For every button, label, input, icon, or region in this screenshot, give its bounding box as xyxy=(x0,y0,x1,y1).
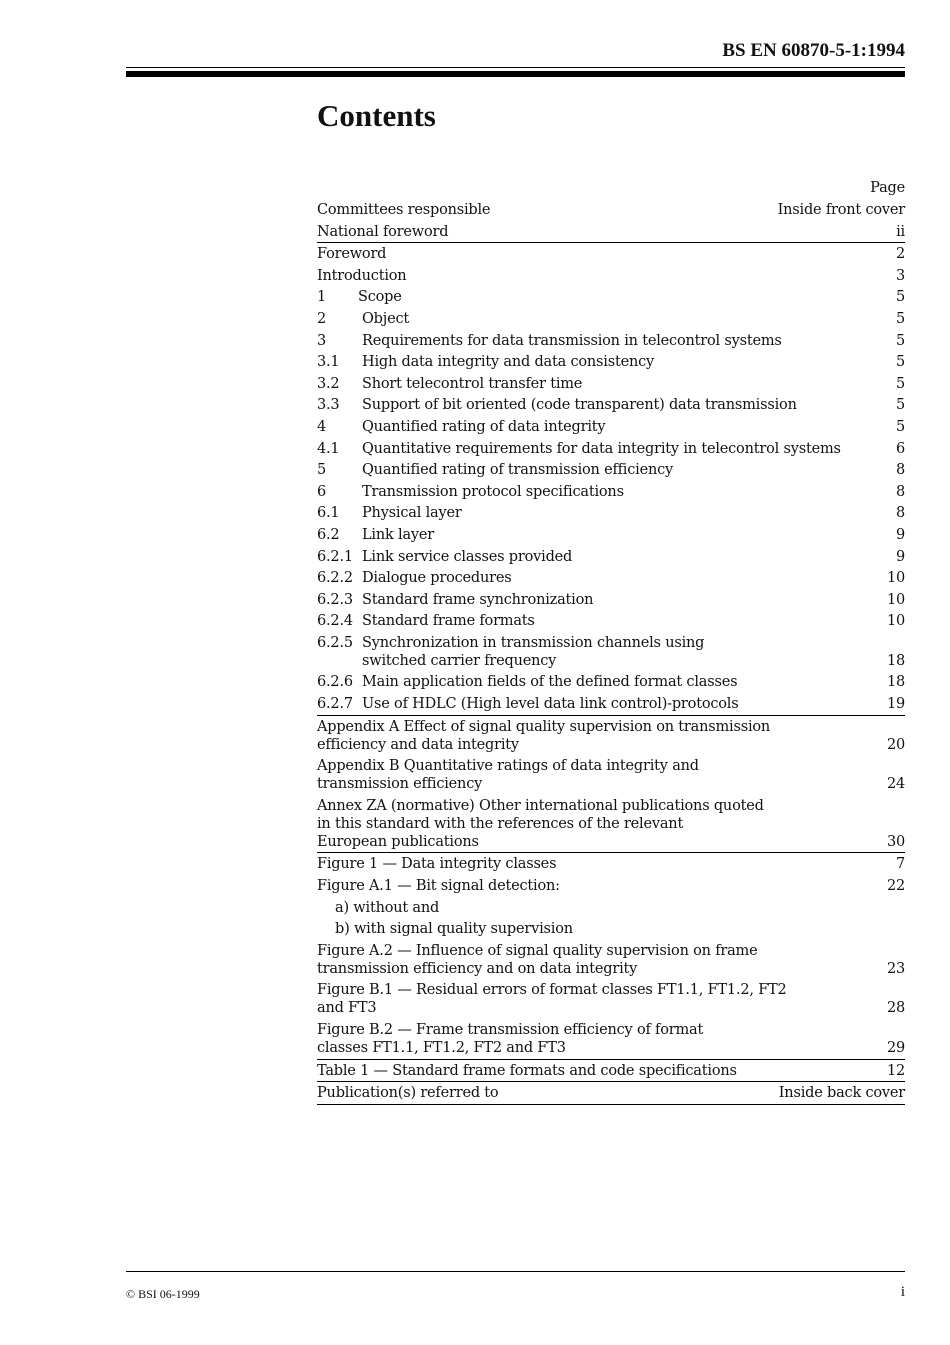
page-column-heading: Page xyxy=(870,180,905,196)
toc-entry-title: Publication(s) referred to xyxy=(317,1085,499,1102)
toc-entry-title: Support of bit oriented (code transparent) data transmission xyxy=(362,397,797,414)
page-title: Contents xyxy=(317,98,436,133)
toc-entry-title: Requirements for data transmission in telecontrol systems xyxy=(362,332,782,349)
toc-entry-page: 22 xyxy=(886,878,905,895)
toc-entry-table-1[interactable] xyxy=(317,1060,905,1083)
toc-entry-section-6-2-4[interactable] xyxy=(317,610,905,632)
toc-entry-title: Main application fields of the defined format classes xyxy=(362,674,738,691)
toc-entry-page: 24 xyxy=(886,776,905,793)
toc-entry-number: 3.3 xyxy=(317,397,340,414)
toc-entry-number: 1 xyxy=(317,289,327,306)
toc-entry-title: Foreword xyxy=(317,246,387,263)
toc-entry-page: 20 xyxy=(886,736,905,753)
toc-entry-number: 6.2.6 xyxy=(317,674,353,691)
toc-entry-number: 2 xyxy=(317,310,327,327)
toc-entry-section-3-3[interactable] xyxy=(317,394,905,416)
toc-entry-number: 6.2.7 xyxy=(317,696,353,713)
toc-entry-page: 18 xyxy=(886,652,905,669)
toc-entry-page: 10 xyxy=(886,613,905,630)
toc-entry-title: Committees responsible xyxy=(317,202,491,218)
toc-entry-section-6-2-1[interactable] xyxy=(317,546,905,568)
toc-entry-number: 4 xyxy=(317,418,327,435)
toc-entry-title: Figure B.1 — Residual errors of format classes FT1.1, FT1.2, FT2 and FT3 xyxy=(317,982,787,1017)
toc-entry-page: 5 xyxy=(895,310,905,327)
toc-entry-title: Object xyxy=(362,310,409,327)
toc-entry-page: 6 xyxy=(895,440,905,457)
toc-entry-title: Scope xyxy=(358,289,402,306)
header-rule-thin xyxy=(126,67,905,68)
toc-entry-title: Standard frame synchronization xyxy=(362,591,594,608)
toc-entry-figure-b2[interactable] xyxy=(317,1019,905,1060)
toc-entry-figure-a1-part-b xyxy=(317,918,905,940)
toc-entry-section-6[interactable] xyxy=(317,481,905,503)
toc-entry-figure-a1[interactable] xyxy=(317,875,905,897)
toc-entry-page: 30 xyxy=(886,833,905,850)
toc-entry-page: 10 xyxy=(886,591,905,608)
toc-entry-section-6-2-3[interactable] xyxy=(317,589,905,611)
toc-entry-figure-a2[interactable] xyxy=(317,940,905,980)
toc-entry-title: Introduction xyxy=(317,267,407,284)
toc-entry-section-6-2-6[interactable] xyxy=(317,671,905,693)
toc-entry-title: Link layer xyxy=(362,526,434,543)
toc-entry-page: 9 xyxy=(895,526,905,543)
toc-entry-number: 6.2.1 xyxy=(317,548,353,565)
toc-entry-title: Annex ZA (normative) Other international publications quoted in this standard with the references of the relevant European publications xyxy=(317,797,764,850)
table-of-contents xyxy=(317,178,905,1105)
toc-entry-title: Table 1 — Standard frame formats and code specifications xyxy=(317,1062,737,1079)
toc-entry-figure-a1-part-a xyxy=(317,897,905,919)
toc-entry-title: Dialogue procedures xyxy=(362,570,512,587)
toc-entry-section-4[interactable] xyxy=(317,416,905,438)
toc-entry-page: 8 xyxy=(895,462,905,479)
toc-entry-title: Short telecontrol transfer time xyxy=(362,375,583,392)
toc-entry-number: 6.2.5 xyxy=(317,634,353,651)
toc-entry-title: Figure A.2 — Influence of signal quality supervision on frame transmission efficiency and on data integrity xyxy=(317,942,758,977)
toc-entry-title: Figure A.1 — Bit signal detection: xyxy=(317,878,560,895)
toc-entry-number: 3 xyxy=(317,332,327,349)
toc-entry-title: Appendix A Effect of signal quality supervision on transmission efficiency and data integrity xyxy=(317,718,771,753)
toc-entry-section-6-2-7[interactable] xyxy=(317,693,905,716)
toc-entry-page: 5 xyxy=(895,375,905,392)
toc-entry-foreword[interactable] xyxy=(317,243,905,265)
toc-entry-page: 5 xyxy=(895,418,905,435)
toc-entry-section-6-2[interactable] xyxy=(317,524,905,546)
toc-entry-annex-za[interactable] xyxy=(317,795,905,854)
toc-entry-section-3-2[interactable] xyxy=(317,373,905,395)
toc-entry-section-3-1[interactable] xyxy=(317,351,905,373)
toc-entry-number: 6.2.4 xyxy=(317,613,353,630)
toc-entry-page: 5 xyxy=(895,289,905,306)
toc-entry-introduction[interactable] xyxy=(317,265,905,287)
toc-entry-page: 2 xyxy=(895,246,905,263)
toc-entry-number: 3.1 xyxy=(317,354,340,371)
toc-entry-appendix-b[interactable] xyxy=(317,755,905,795)
toc-entry-page: 19 xyxy=(886,696,905,713)
page-number: i xyxy=(900,1284,905,1300)
toc-entry-section-5[interactable] xyxy=(317,459,905,481)
toc-entry-title: Quantified rating of data integrity xyxy=(362,418,606,435)
footer-rule xyxy=(126,1271,905,1272)
toc-entry-page: 18 xyxy=(886,674,905,691)
toc-entry-title: Figure B.2 — Frame transmission efficiency of format classes FT1.1, FT1.2, FT2 and FT3 xyxy=(317,1022,704,1056)
toc-entry-page: 8 xyxy=(895,505,905,522)
toc-entry-title: Link service classes provided xyxy=(362,548,573,565)
toc-entry-page: 9 xyxy=(895,548,905,565)
toc-entry-page: 5 xyxy=(895,354,905,371)
toc-entry-page: ii xyxy=(896,223,905,240)
toc-entry-title: Synchronization in transmission channels using switched carrier frequency xyxy=(362,634,705,669)
toc-entry-page: 8 xyxy=(895,483,905,500)
header-rule-thick xyxy=(126,71,905,77)
toc-entry-page: 28 xyxy=(886,1000,905,1017)
toc-entry-number: 6.2.3 xyxy=(317,591,353,608)
toc-entry-page: 7 xyxy=(895,856,905,873)
toc-entry-number: 6.2 xyxy=(317,526,340,543)
toc-entry-title: High data integrity and data consistency xyxy=(362,354,655,371)
toc-entry-appendix-a[interactable] xyxy=(317,716,905,756)
toc-entry-title: Quantified rating of transmission efficiency xyxy=(362,462,674,479)
toc-entry-page: 29 xyxy=(886,1040,905,1056)
copyright-notice: © BSI 06-1999 xyxy=(126,1287,200,1301)
toc-entry-title: Quantitative requirements for data integrity in telecontrol systems xyxy=(362,440,841,457)
document-id: BS EN 60870-5-1:1994 xyxy=(722,40,905,61)
toc-entry-number: 6.2.2 xyxy=(317,570,353,587)
toc-entry-title: b) with signal quality supervision xyxy=(335,921,573,938)
toc-entry-page: Inside front cover xyxy=(777,202,905,218)
toc-entry-page: 3 xyxy=(895,267,905,284)
toc-entry-section-1[interactable] xyxy=(317,286,905,308)
toc-entry-page: 5 xyxy=(895,397,905,414)
toc-entry-page: Inside back cover xyxy=(778,1085,905,1102)
toc-entry-number: 4.1 xyxy=(317,440,340,457)
toc-entry-committees[interactable] xyxy=(317,199,905,221)
toc-entry-section-2[interactable] xyxy=(317,308,905,330)
toc-entry-number: 3.2 xyxy=(317,375,340,392)
toc-entry-title: Figure 1 — Data integrity classes xyxy=(317,856,557,873)
toc-entry-number: 6.1 xyxy=(317,505,340,522)
toc-entry-number: 6 xyxy=(317,483,327,500)
toc-entry-title: Transmission protocol specifications xyxy=(362,483,624,500)
toc-entry-section-4-1[interactable] xyxy=(317,438,905,460)
toc-entry-section-6-2-2[interactable] xyxy=(317,567,905,589)
toc-entry-section-6-2-5[interactable] xyxy=(317,632,905,672)
toc-entry-number: 5 xyxy=(317,462,327,479)
toc-entry-national-foreword[interactable] xyxy=(317,221,905,244)
toc-entry-title: a) without and xyxy=(335,899,440,916)
toc-entry-title: Use of HDLC (High level data link control)-protocols xyxy=(362,696,739,713)
toc-entry-section-3[interactable] xyxy=(317,330,905,352)
toc-entry-title: National foreword xyxy=(317,223,449,240)
toc-entry-publications[interactable] xyxy=(317,1082,905,1105)
toc-entry-figure-b1[interactable] xyxy=(317,979,905,1019)
toc-entry-page: 5 xyxy=(895,332,905,349)
toc-entry-page: 12 xyxy=(886,1062,905,1079)
toc-entry-title: Physical layer xyxy=(362,505,462,522)
toc-entry-title: Standard frame formats xyxy=(362,613,535,630)
toc-entry-section-6-1[interactable] xyxy=(317,502,905,524)
toc-entry-page: 23 xyxy=(886,960,905,977)
toc-entry-page: 10 xyxy=(886,570,905,587)
toc-entry-title: Appendix B Quantitative ratings of data integrity and transmission efficiency xyxy=(317,758,699,793)
toc-entry-figure-1[interactable] xyxy=(317,853,905,875)
